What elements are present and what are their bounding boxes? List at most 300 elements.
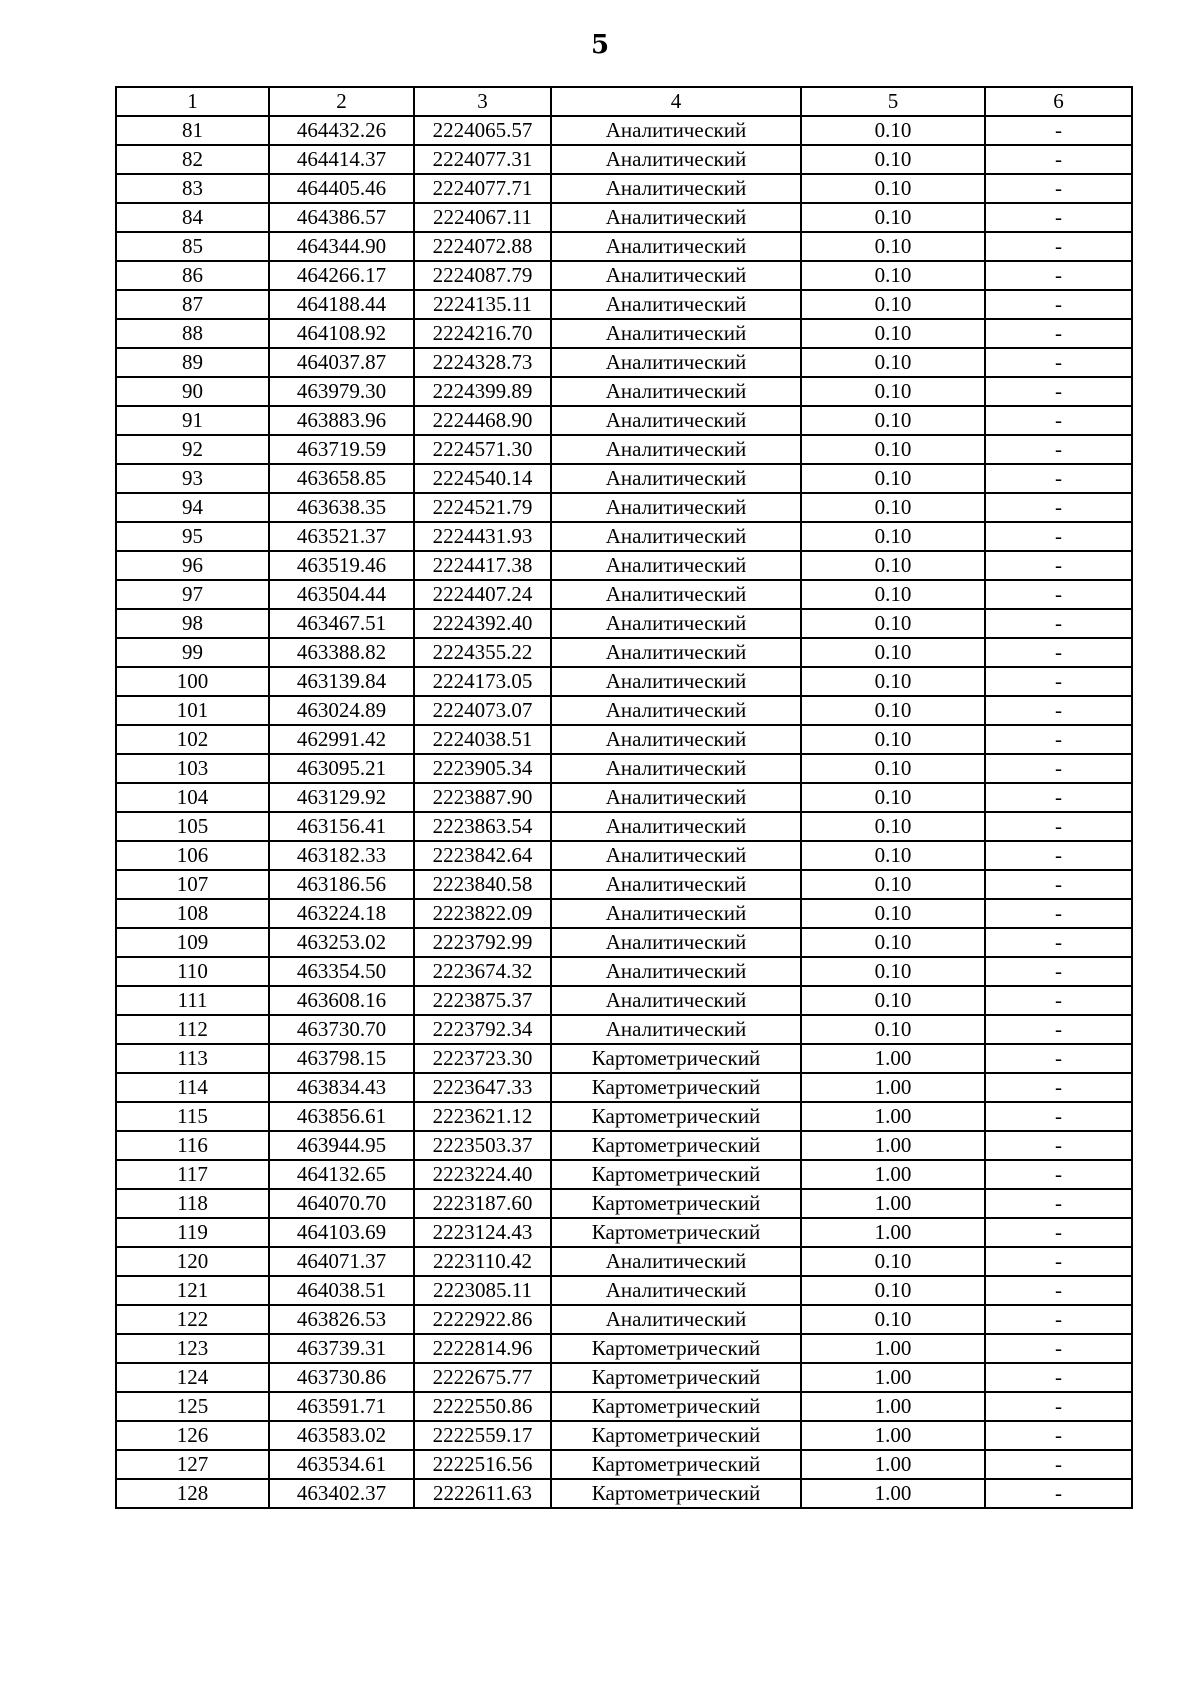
y-coordinate-cell: 2222611.63 [414, 1479, 551, 1508]
description-cell: - [985, 1044, 1132, 1073]
point-number-cell: 98 [116, 609, 269, 638]
table-row [116, 1102, 1132, 1131]
table-row [116, 696, 1132, 725]
description-cell: - [985, 406, 1132, 435]
description-cell: - [985, 957, 1132, 986]
accuracy-cell: 0.10 [801, 696, 985, 725]
point-number-cell: 96 [116, 551, 269, 580]
table-row [116, 1392, 1132, 1421]
y-coordinate-cell: 2222675.77 [414, 1363, 551, 1392]
method-cell: Картометрический [551, 1218, 801, 1247]
point-number-cell: 94 [116, 493, 269, 522]
y-coordinate-cell: 2223875.37 [414, 986, 551, 1015]
description-cell: - [985, 1450, 1132, 1479]
point-number-cell: 97 [116, 580, 269, 609]
y-coordinate-cell: 2224417.38 [414, 551, 551, 580]
accuracy-cell: 0.10 [801, 174, 985, 203]
accuracy-cell: 1.00 [801, 1131, 985, 1160]
x-coordinate-cell: 464344.90 [269, 232, 414, 261]
description-cell: - [985, 232, 1132, 261]
point-number-cell: 101 [116, 696, 269, 725]
description-cell: - [985, 319, 1132, 348]
table-row [116, 1479, 1132, 1508]
method-cell: Аналитический [551, 696, 801, 725]
x-coordinate-cell: 464132.65 [269, 1160, 414, 1189]
accuracy-cell: 0.10 [801, 435, 985, 464]
point-number-cell: 111 [116, 986, 269, 1015]
point-number-cell: 108 [116, 899, 269, 928]
x-coordinate-cell: 464037.87 [269, 348, 414, 377]
x-coordinate-cell: 463504.44 [269, 580, 414, 609]
point-number-cell: 122 [116, 1305, 269, 1334]
table-row [116, 870, 1132, 899]
x-coordinate-cell: 463024.89 [269, 696, 414, 725]
x-coordinate-cell: 463658.85 [269, 464, 414, 493]
method-cell: Аналитический [551, 174, 801, 203]
x-coordinate-cell: 464103.69 [269, 1218, 414, 1247]
point-number-cell: 103 [116, 754, 269, 783]
method-cell: Аналитический [551, 348, 801, 377]
y-coordinate-cell: 2224355.22 [414, 638, 551, 667]
description-cell: - [985, 261, 1132, 290]
point-number-cell: 107 [116, 870, 269, 899]
table-row [116, 203, 1132, 232]
method-cell: Картометрический [551, 1363, 801, 1392]
method-cell: Аналитический [551, 667, 801, 696]
table-row [116, 580, 1132, 609]
point-number-cell: 112 [116, 1015, 269, 1044]
method-cell: Аналитический [551, 725, 801, 754]
x-coordinate-cell: 464070.70 [269, 1189, 414, 1218]
description-cell: - [985, 667, 1132, 696]
point-number-cell: 104 [116, 783, 269, 812]
method-cell: Картометрический [551, 1479, 801, 1508]
accuracy-cell: 0.10 [801, 522, 985, 551]
point-number-cell: 127 [116, 1450, 269, 1479]
table-row [116, 1363, 1132, 1392]
description-cell: - [985, 1102, 1132, 1131]
description-cell: - [985, 725, 1132, 754]
point-number-cell: 93 [116, 464, 269, 493]
x-coordinate-cell: 464405.46 [269, 174, 414, 203]
x-coordinate-cell: 463182.33 [269, 841, 414, 870]
accuracy-cell: 0.10 [801, 841, 985, 870]
description-cell: - [985, 812, 1132, 841]
table-body [116, 87, 1132, 1508]
table-row [116, 319, 1132, 348]
y-coordinate-cell: 2223647.33 [414, 1073, 551, 1102]
point-number-cell: 115 [116, 1102, 269, 1131]
y-coordinate-cell: 2223792.34 [414, 1015, 551, 1044]
method-cell: Картометрический [551, 1160, 801, 1189]
description-cell: - [985, 290, 1132, 319]
point-number-cell: 84 [116, 203, 269, 232]
x-coordinate-cell: 462991.42 [269, 725, 414, 754]
y-coordinate-cell: 2224468.90 [414, 406, 551, 435]
accuracy-cell: 1.00 [801, 1189, 985, 1218]
table-row [116, 377, 1132, 406]
point-number-cell: 82 [116, 145, 269, 174]
description-cell: - [985, 551, 1132, 580]
description-cell: - [985, 1334, 1132, 1363]
table-row [116, 1131, 1132, 1160]
accuracy-cell: 0.10 [801, 464, 985, 493]
description-cell: - [985, 696, 1132, 725]
method-cell: Картометрический [551, 1189, 801, 1218]
y-coordinate-cell: 2224135.11 [414, 290, 551, 319]
description-cell: - [985, 1392, 1132, 1421]
method-cell: Картометрический [551, 1131, 801, 1160]
x-coordinate-cell: 463253.02 [269, 928, 414, 957]
point-number-cell: 119 [116, 1218, 269, 1247]
accuracy-cell: 1.00 [801, 1160, 985, 1189]
column-header-2: 2 [269, 87, 414, 116]
x-coordinate-cell: 463739.31 [269, 1334, 414, 1363]
column-header-1: 1 [116, 87, 269, 116]
description-cell: - [985, 1276, 1132, 1305]
point-number-cell: 88 [116, 319, 269, 348]
point-number-cell: 121 [116, 1276, 269, 1305]
table-row [116, 1015, 1132, 1044]
y-coordinate-cell: 2224521.79 [414, 493, 551, 522]
page-number: 5 [590, 30, 610, 60]
point-number-cell: 109 [116, 928, 269, 957]
method-cell: Аналитический [551, 580, 801, 609]
table-row [116, 754, 1132, 783]
x-coordinate-cell: 463156.41 [269, 812, 414, 841]
point-number-cell: 92 [116, 435, 269, 464]
point-number-cell: 117 [116, 1160, 269, 1189]
point-number-cell: 83 [116, 174, 269, 203]
accuracy-cell: 0.10 [801, 667, 985, 696]
accuracy-cell: 0.10 [801, 116, 985, 145]
y-coordinate-cell: 2223674.32 [414, 957, 551, 986]
y-coordinate-cell: 2223621.12 [414, 1102, 551, 1131]
table-row [116, 1247, 1132, 1276]
x-coordinate-cell: 463979.30 [269, 377, 414, 406]
method-cell: Картометрический [551, 1334, 801, 1363]
accuracy-cell: 0.10 [801, 348, 985, 377]
table-row [116, 928, 1132, 957]
accuracy-cell: 0.10 [801, 290, 985, 319]
x-coordinate-cell: 463638.35 [269, 493, 414, 522]
point-number-cell: 125 [116, 1392, 269, 1421]
accuracy-cell: 0.10 [801, 1305, 985, 1334]
x-coordinate-cell: 463467.51 [269, 609, 414, 638]
table-row [116, 812, 1132, 841]
y-coordinate-cell: 2224067.11 [414, 203, 551, 232]
y-coordinate-cell: 2224065.57 [414, 116, 551, 145]
table-row [116, 1160, 1132, 1189]
accuracy-cell: 0.10 [801, 812, 985, 841]
table-row [116, 1421, 1132, 1450]
point-number-cell: 102 [116, 725, 269, 754]
method-cell: Картометрический [551, 1073, 801, 1102]
y-coordinate-cell: 2224392.40 [414, 609, 551, 638]
description-cell: - [985, 783, 1132, 812]
point-number-cell: 81 [116, 116, 269, 145]
description-cell: - [985, 899, 1132, 928]
x-coordinate-cell: 463139.84 [269, 667, 414, 696]
accuracy-cell: 0.10 [801, 638, 985, 667]
point-number-cell: 99 [116, 638, 269, 667]
method-cell: Картометрический [551, 1102, 801, 1131]
table-row [116, 667, 1132, 696]
table-row [116, 406, 1132, 435]
y-coordinate-cell: 2222814.96 [414, 1334, 551, 1363]
description-cell: - [985, 580, 1132, 609]
y-coordinate-cell: 2223124.43 [414, 1218, 551, 1247]
accuracy-cell: 0.10 [801, 1247, 985, 1276]
method-cell: Аналитический [551, 464, 801, 493]
accuracy-cell: 1.00 [801, 1334, 985, 1363]
method-cell: Аналитический [551, 1276, 801, 1305]
x-coordinate-cell: 463354.50 [269, 957, 414, 986]
table-row [116, 261, 1132, 290]
table-row [116, 609, 1132, 638]
accuracy-cell: 0.10 [801, 493, 985, 522]
method-cell: Аналитический [551, 435, 801, 464]
table-header-row [116, 87, 1132, 116]
y-coordinate-cell: 2223187.60 [414, 1189, 551, 1218]
method-cell: Аналитический [551, 1305, 801, 1334]
method-cell: Аналитический [551, 609, 801, 638]
table-row [116, 290, 1132, 319]
table-row [116, 986, 1132, 1015]
description-cell: - [985, 203, 1132, 232]
table-row [116, 551, 1132, 580]
y-coordinate-cell: 2224399.89 [414, 377, 551, 406]
x-coordinate-cell: 463534.61 [269, 1450, 414, 1479]
table-row [116, 493, 1132, 522]
x-coordinate-cell: 464071.37 [269, 1247, 414, 1276]
description-cell: - [985, 841, 1132, 870]
x-coordinate-cell: 463834.43 [269, 1073, 414, 1102]
description-cell: - [985, 1015, 1132, 1044]
point-number-cell: 118 [116, 1189, 269, 1218]
accuracy-cell: 0.10 [801, 1015, 985, 1044]
table-row [116, 1218, 1132, 1247]
x-coordinate-cell: 463129.92 [269, 783, 414, 812]
accuracy-cell: 0.10 [801, 232, 985, 261]
method-cell: Аналитический [551, 754, 801, 783]
description-cell: - [985, 116, 1132, 145]
x-coordinate-cell: 463591.71 [269, 1392, 414, 1421]
accuracy-cell: 0.10 [801, 725, 985, 754]
x-coordinate-cell: 464266.17 [269, 261, 414, 290]
accuracy-cell: 0.10 [801, 754, 985, 783]
accuracy-cell: 0.10 [801, 1276, 985, 1305]
point-number-cell: 91 [116, 406, 269, 435]
y-coordinate-cell: 2224431.93 [414, 522, 551, 551]
accuracy-cell: 1.00 [801, 1479, 985, 1508]
table-row [116, 899, 1132, 928]
table-row [116, 174, 1132, 203]
method-cell: Аналитический [551, 957, 801, 986]
table-row [116, 1450, 1132, 1479]
table-row [116, 638, 1132, 667]
accuracy-cell: 1.00 [801, 1102, 985, 1131]
point-number-cell: 105 [116, 812, 269, 841]
column-header-4: 4 [551, 87, 801, 116]
method-cell: Аналитический [551, 1247, 801, 1276]
y-coordinate-cell: 2223840.58 [414, 870, 551, 899]
accuracy-cell: 0.10 [801, 406, 985, 435]
method-cell: Аналитический [551, 783, 801, 812]
x-coordinate-cell: 463826.53 [269, 1305, 414, 1334]
description-cell: - [985, 1160, 1132, 1189]
accuracy-cell: 0.10 [801, 145, 985, 174]
accuracy-cell: 0.10 [801, 986, 985, 1015]
accuracy-cell: 0.10 [801, 899, 985, 928]
description-cell: - [985, 1421, 1132, 1450]
method-cell: Картометрический [551, 1421, 801, 1450]
x-coordinate-cell: 463583.02 [269, 1421, 414, 1450]
method-cell: Аналитический [551, 928, 801, 957]
point-number-cell: 113 [116, 1044, 269, 1073]
table-row [116, 1044, 1132, 1073]
description-cell: - [985, 609, 1132, 638]
x-coordinate-cell: 463856.61 [269, 1102, 414, 1131]
column-header-3: 3 [414, 87, 551, 116]
method-cell: Аналитический [551, 986, 801, 1015]
y-coordinate-cell: 2222559.17 [414, 1421, 551, 1450]
description-cell: - [985, 1305, 1132, 1334]
y-coordinate-cell: 2223792.99 [414, 928, 551, 957]
accuracy-cell: 0.10 [801, 580, 985, 609]
table-row [116, 348, 1132, 377]
table-row [116, 464, 1132, 493]
method-cell: Аналитический [551, 261, 801, 290]
method-cell: Картометрический [551, 1392, 801, 1421]
table-row [116, 1305, 1132, 1334]
accuracy-cell: 1.00 [801, 1044, 985, 1073]
y-coordinate-cell: 2223110.42 [414, 1247, 551, 1276]
method-cell: Картометрический [551, 1450, 801, 1479]
point-number-cell: 89 [116, 348, 269, 377]
x-coordinate-cell: 463798.15 [269, 1044, 414, 1073]
point-number-cell: 110 [116, 957, 269, 986]
description-cell: - [985, 493, 1132, 522]
accuracy-cell: 0.10 [801, 551, 985, 580]
accuracy-cell: 0.10 [801, 609, 985, 638]
description-cell: - [985, 145, 1132, 174]
y-coordinate-cell: 2223085.11 [414, 1276, 551, 1305]
table-row [116, 1334, 1132, 1363]
table-row [116, 145, 1132, 174]
y-coordinate-cell: 2223822.09 [414, 899, 551, 928]
description-cell: - [985, 986, 1132, 1015]
method-cell: Картометрический [551, 1044, 801, 1073]
method-cell: Аналитический [551, 551, 801, 580]
description-cell: - [985, 464, 1132, 493]
x-coordinate-cell: 463521.37 [269, 522, 414, 551]
table-row [116, 841, 1132, 870]
description-cell: - [985, 1247, 1132, 1276]
table-row [116, 435, 1132, 464]
method-cell: Аналитический [551, 899, 801, 928]
accuracy-cell: 1.00 [801, 1218, 985, 1247]
x-coordinate-cell: 463730.70 [269, 1015, 414, 1044]
method-cell: Аналитический [551, 638, 801, 667]
table-row [116, 522, 1132, 551]
accuracy-cell: 1.00 [801, 1450, 985, 1479]
description-cell: - [985, 928, 1132, 957]
point-number-cell: 126 [116, 1421, 269, 1450]
point-number-cell: 100 [116, 667, 269, 696]
point-number-cell: 87 [116, 290, 269, 319]
x-coordinate-cell: 463402.37 [269, 1479, 414, 1508]
method-cell: Аналитический [551, 203, 801, 232]
description-cell: - [985, 377, 1132, 406]
x-coordinate-cell: 463224.18 [269, 899, 414, 928]
table-row [116, 783, 1132, 812]
method-cell: Аналитический [551, 812, 801, 841]
accuracy-cell: 0.10 [801, 319, 985, 348]
y-coordinate-cell: 2224077.71 [414, 174, 551, 203]
y-coordinate-cell: 2222922.86 [414, 1305, 551, 1334]
description-cell: - [985, 754, 1132, 783]
description-cell: - [985, 348, 1132, 377]
y-coordinate-cell: 2222550.86 [414, 1392, 551, 1421]
point-number-cell: 120 [116, 1247, 269, 1276]
point-number-cell: 106 [116, 841, 269, 870]
point-number-cell: 85 [116, 232, 269, 261]
accuracy-cell: 0.10 [801, 261, 985, 290]
accuracy-cell: 0.10 [801, 957, 985, 986]
x-coordinate-cell: 463186.56 [269, 870, 414, 899]
method-cell: Аналитический [551, 145, 801, 174]
y-coordinate-cell: 2223503.37 [414, 1131, 551, 1160]
y-coordinate-cell: 2224407.24 [414, 580, 551, 609]
y-coordinate-cell: 2224038.51 [414, 725, 551, 754]
accuracy-cell: 1.00 [801, 1392, 985, 1421]
column-header-5: 5 [801, 87, 985, 116]
x-coordinate-cell: 464108.92 [269, 319, 414, 348]
point-number-cell: 86 [116, 261, 269, 290]
table-row [116, 1189, 1132, 1218]
accuracy-cell: 1.00 [801, 1363, 985, 1392]
coordinates-table [115, 86, 1133, 1509]
method-cell: Аналитический [551, 116, 801, 145]
y-coordinate-cell: 2223723.30 [414, 1044, 551, 1073]
description-cell: - [985, 435, 1132, 464]
method-cell: Аналитический [551, 870, 801, 899]
x-coordinate-cell: 463883.96 [269, 406, 414, 435]
x-coordinate-cell: 463608.16 [269, 986, 414, 1015]
x-coordinate-cell: 464432.26 [269, 116, 414, 145]
method-cell: Аналитический [551, 319, 801, 348]
accuracy-cell: 1.00 [801, 1421, 985, 1450]
y-coordinate-cell: 2224173.05 [414, 667, 551, 696]
accuracy-cell: 0.10 [801, 783, 985, 812]
description-cell: - [985, 174, 1132, 203]
description-cell: - [985, 638, 1132, 667]
accuracy-cell: 1.00 [801, 1073, 985, 1102]
description-cell: - [985, 522, 1132, 551]
point-number-cell: 116 [116, 1131, 269, 1160]
method-cell: Аналитический [551, 232, 801, 261]
y-coordinate-cell: 2224540.14 [414, 464, 551, 493]
y-coordinate-cell: 2224571.30 [414, 435, 551, 464]
table-row [116, 116, 1132, 145]
table-row [116, 232, 1132, 261]
y-coordinate-cell: 2224328.73 [414, 348, 551, 377]
point-number-cell: 114 [116, 1073, 269, 1102]
accuracy-cell: 0.10 [801, 928, 985, 957]
x-coordinate-cell: 464414.37 [269, 145, 414, 174]
y-coordinate-cell: 2223905.34 [414, 754, 551, 783]
